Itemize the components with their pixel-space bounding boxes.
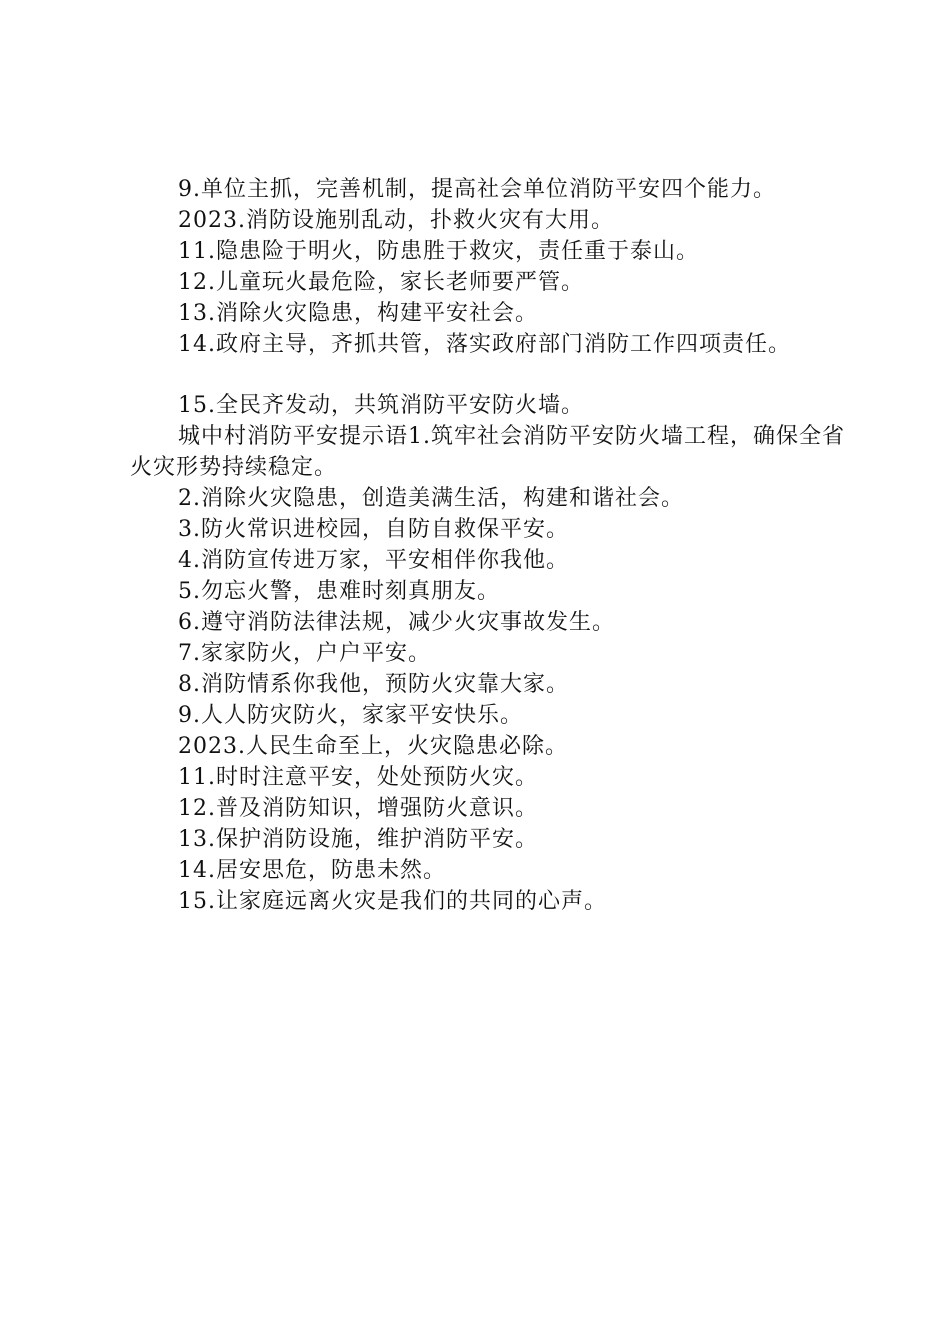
slogan-line: 7.家家防火，户户平安。 [178, 641, 431, 666]
slogan-line: 9.人人防灾防火，家家平安快乐。 [178, 703, 523, 728]
slogan-line: 9.单位主抓，完善机制，提高社会单位消防平安四个能力。 [178, 177, 776, 202]
slogan-line: 2023.消防设施别乱动，扑救火灾有大用。 [178, 208, 614, 233]
slogan-line: 5.勿忘火警，患难时刻真朋友。 [178, 579, 500, 604]
section-intro-paragraph: 城中村消防平安提示语1.筑牢社会消防平安防火墙工程，确保全省火灾形势持续稳定。 [130, 424, 845, 480]
slogan-line: 2.消除火灾隐患，创造美满生活，构建和谐社会。 [178, 486, 684, 511]
slogan-line: 14.政府主导，齐抓共管，落实政府部门消防工作四项责任。 [178, 332, 791, 357]
slogan-list-b [130, 390, 850, 917]
slogan-line: 13.保护消防设施，维护消防平安。 [178, 827, 538, 852]
slogan-list-a [130, 174, 850, 360]
slogan-line: 4.消防宣传进万家，平安相伴你我他。 [178, 548, 569, 573]
slogan-line: 8.消防情系你我他，预防火灾靠大家。 [178, 672, 569, 697]
slogan-line: 15.全民齐发动，共筑消防平安防火墙。 [178, 393, 584, 418]
slogan-line: 13.消除火灾隐患，构建平安社会。 [178, 301, 538, 326]
slogan-line: 11.时时注意平安，处处预防火灾。 [178, 765, 538, 790]
slogan-line: 14.居安思危，防患未然。 [178, 858, 446, 883]
slogan-line: 15.让家庭远离火灾是我们的共同的心声。 [178, 889, 607, 914]
slogan-line: 3.防火常识进校园，自防自救保平安。 [178, 517, 569, 542]
slogan-line: 6.遵守消防法律法规，减少火灾事故发生。 [178, 610, 615, 635]
slogan-line: 11.隐患险于明火，防患胜于救灾，责任重于泰山。 [178, 239, 699, 264]
slogan-line: 12.儿童玩火最危险，家长老师要严管。 [178, 270, 584, 295]
slogan-line: 2023.人民生命至上，火灾隐患必除。 [178, 734, 568, 759]
slogan-line: 12.普及消防知识，增强防火意识。 [178, 796, 538, 821]
